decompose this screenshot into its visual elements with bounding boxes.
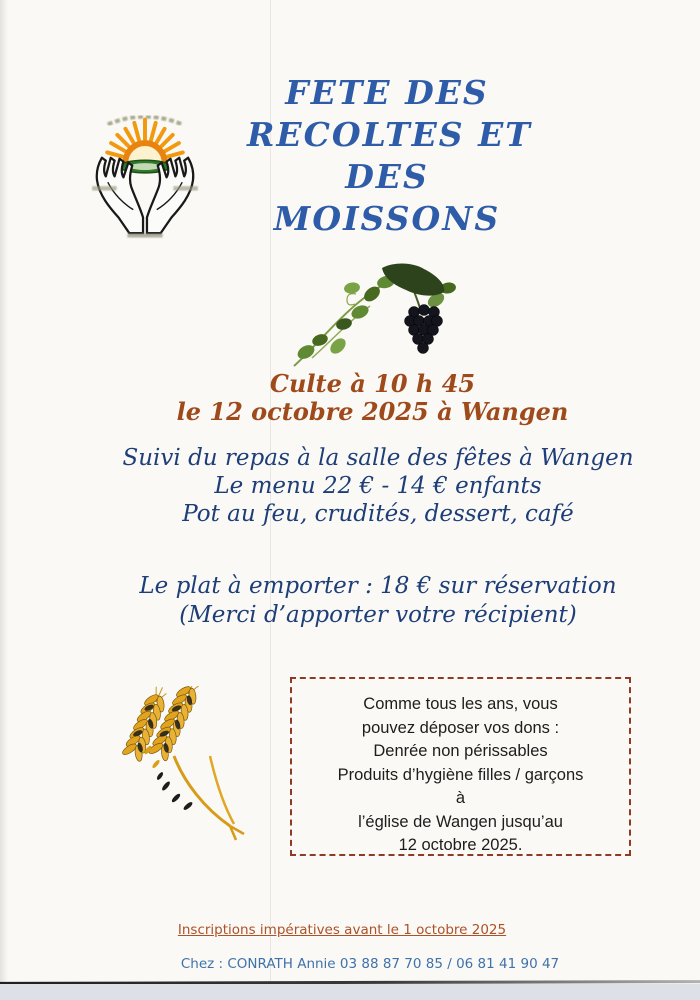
donations-line-3: Denrée non périssables [373, 742, 548, 760]
field-highlight [129, 163, 160, 170]
meal-line-2: Le menu 22 € - 14 € enfants [214, 473, 542, 499]
contact-info: Chez : CONRATH Annie 03 88 87 70 85 / 06 81 41 90 47 [180, 956, 560, 972]
donations-line-4: Produits d’hygiène filles / garçons [337, 765, 584, 784]
grape-cluster [405, 305, 443, 354]
hands-holding-sun-icon [86, 98, 204, 240]
takeaway-line-1: Le plat à emporter : 18 € sur réservation [139, 573, 617, 599]
page-title [247, 72, 532, 240]
takeaway-info [60, 572, 696, 630]
grape-vine-icon [286, 258, 472, 372]
scan-edge-shadow [0, 0, 8, 984]
wheat-ears-icon [122, 686, 262, 841]
donations-line-6: l’église de Wangen jusqu’au [358, 812, 563, 831]
donations-box [290, 677, 631, 856]
title-line-2: RECOLTES ET [247, 115, 532, 154]
service-date-place: le 12 octobre 2025 à Wangen [176, 397, 569, 426]
meal-info [60, 444, 696, 528]
wheat-illustration [122, 686, 262, 841]
donations-line-2: pouvez déposer vos dons : [361, 718, 560, 737]
donations-line-1: Comme tous les ans, vous [363, 695, 558, 713]
donations-text [292, 693, 629, 858]
parish-logo [86, 98, 204, 240]
grape-vine-illustration [286, 258, 472, 372]
registration-deadline: Inscriptions impératives avant le 1 octobre 2025 [177, 922, 507, 938]
donations-line-7: 12 octobre 2025. [398, 836, 523, 854]
title-line-1: FETE DES [285, 73, 489, 112]
title-line-3: DES [345, 157, 429, 196]
donations-line-5: à [455, 789, 466, 807]
title-line-4: MOISSONS [273, 199, 501, 238]
meal-line-1: Suivi du repas à la salle des fêtes à Wangen [122, 445, 634, 471]
dark-leaf-cluster [382, 264, 444, 296]
service-info [60, 370, 685, 426]
service-time: Culte à 10 h 45 [269, 369, 476, 398]
takeaway-line-2: (Merci d’apporter votre récipient) [179, 602, 577, 628]
scanner-background [0, 984, 700, 1000]
meal-line-3: Pot au feu, crudités, dessert, café [182, 501, 574, 527]
